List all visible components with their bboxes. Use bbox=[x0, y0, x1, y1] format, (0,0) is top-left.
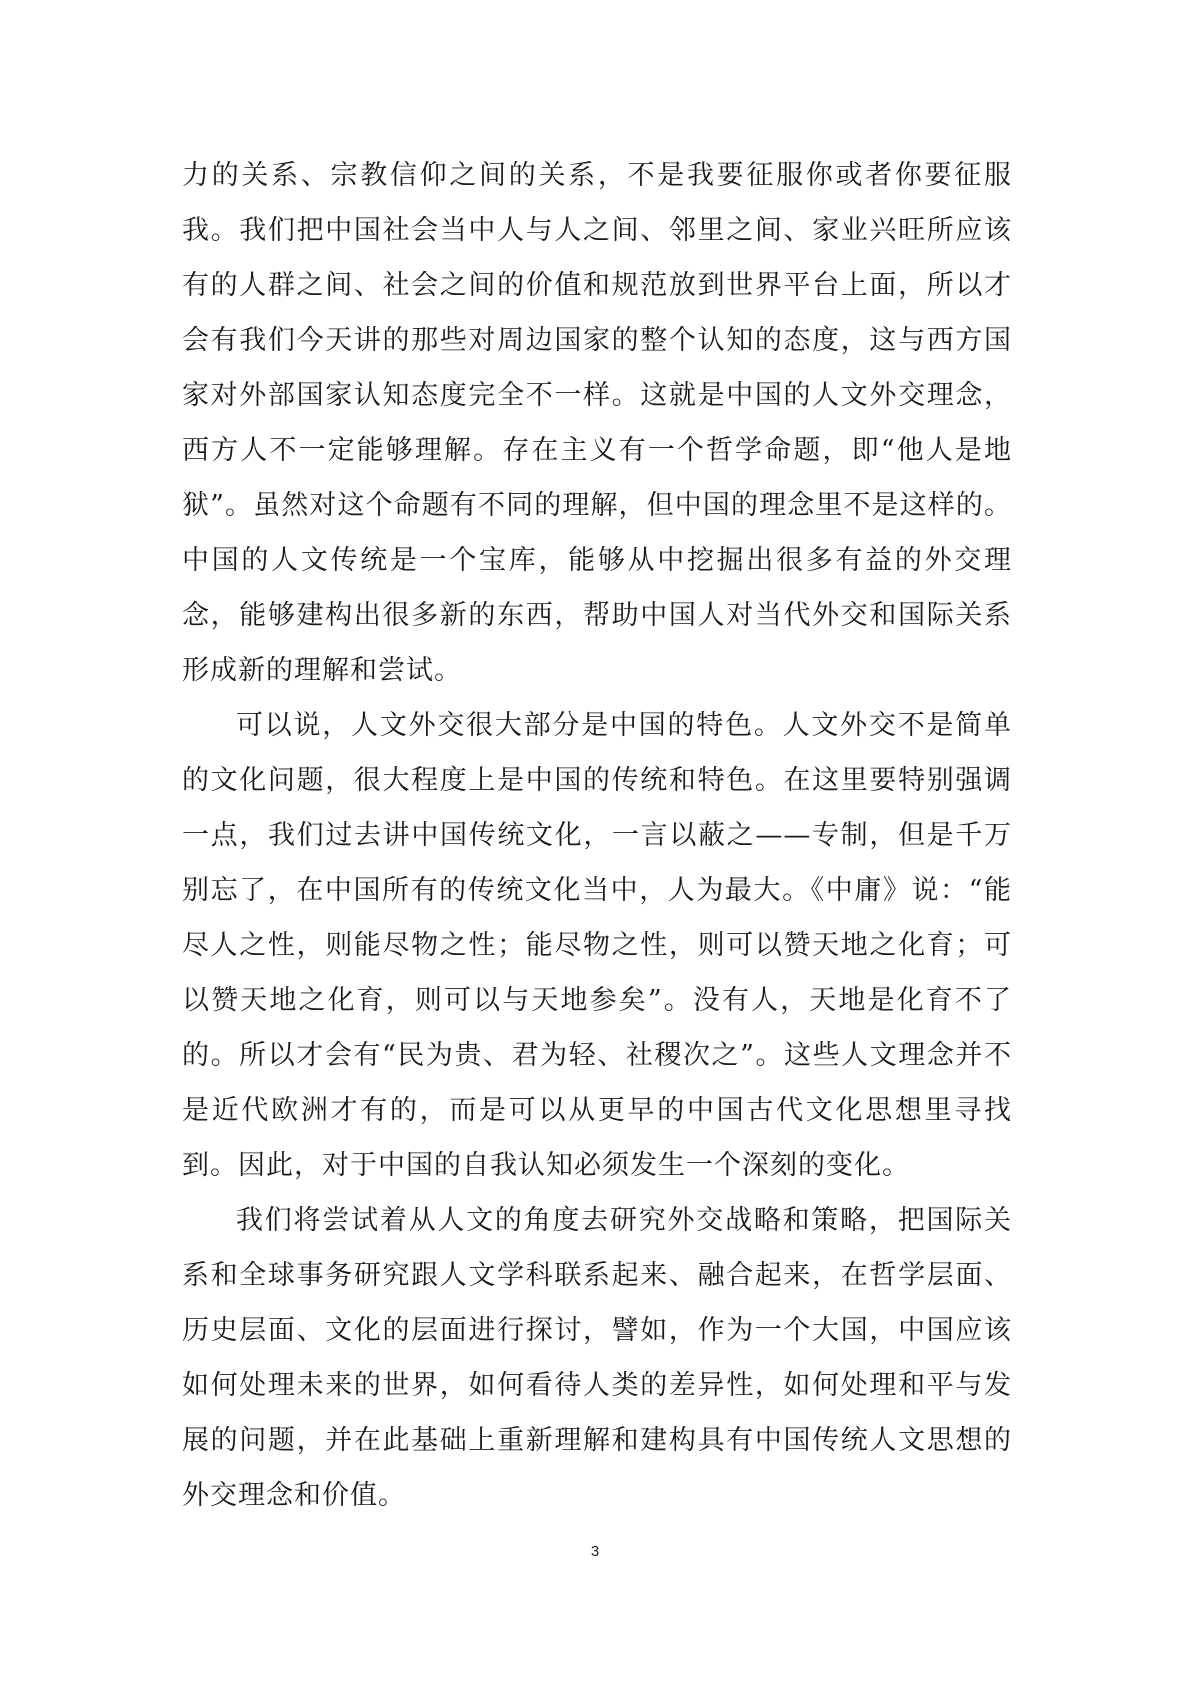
paragraph-3: 我们将尝试着从人文的角度去研究外交战略和策略，把国际关系和全球事务研究跟人文学科联系起来、融合起来，在哲学层面、历史层面、文化的层面进行探讨，譬如，作为一个大国，中国应该如何处理未来的世界，如何看待人类的差异性，如何处理和平与发展的问题，并在此基础上重新理解和建构具有中国传统人文思想的外交理念和价值。 bbox=[182, 1205, 1012, 1511]
page-number: 3 bbox=[590, 1543, 600, 1560]
body-text bbox=[182, 148, 1012, 1523]
paragraph-2: 可以说，人文外交很大部分是中国的特色。人文外交不是简单的文化问题，很大程度上是中国的传统和特色。在这里要特别强调一点，我们过去讲中国传统文化，一言以蔽之——专制，但是千万别忘了，在中国所有的传统文化当中，人为最大。《中庸》说：“能尽人之性，则能尽物之性；能尽物之性，则可以赞天地之化育；可以赞天地之化育，则可以与天地参矣”。没有人，天地是化育不了的。所以才会有“民为贵、君为轻、社稷次之”。这些人文理念并不是近代欧洲才有的，而是可以从更早的中国古代文化思想里寻找到。因此，对于中国的自我认知必须发生一个深刻的变化。 bbox=[182, 710, 1012, 1181]
paragraph-1: 力的关系、宗教信仰之间的关系，不是我要征服你或者你要征服我。我们把中国社会当中人与人之间、邻里之间、家业兴旺所应该有的人群之间、社会之间的价值和规范放到世界平台上面，所以才会有我们今天讲的那些对周边国家的整个认知的态度，这与西方国家对外部国家认知态度完全不一样。这就是中国的人文外交理念，西方人不一定能够理解。存在主义有一个哲学命题，即“他人是地狱”。虽然对这个命题有不同的理解，但中国的理念里不是这样的。中国的人文传统是一个宝库，能够从中挖掘出很多有益的外交理念，能够建构出很多新的东西，帮助中国人对当代外交和国际关系形成新的理解和尝试。 bbox=[182, 160, 1012, 686]
